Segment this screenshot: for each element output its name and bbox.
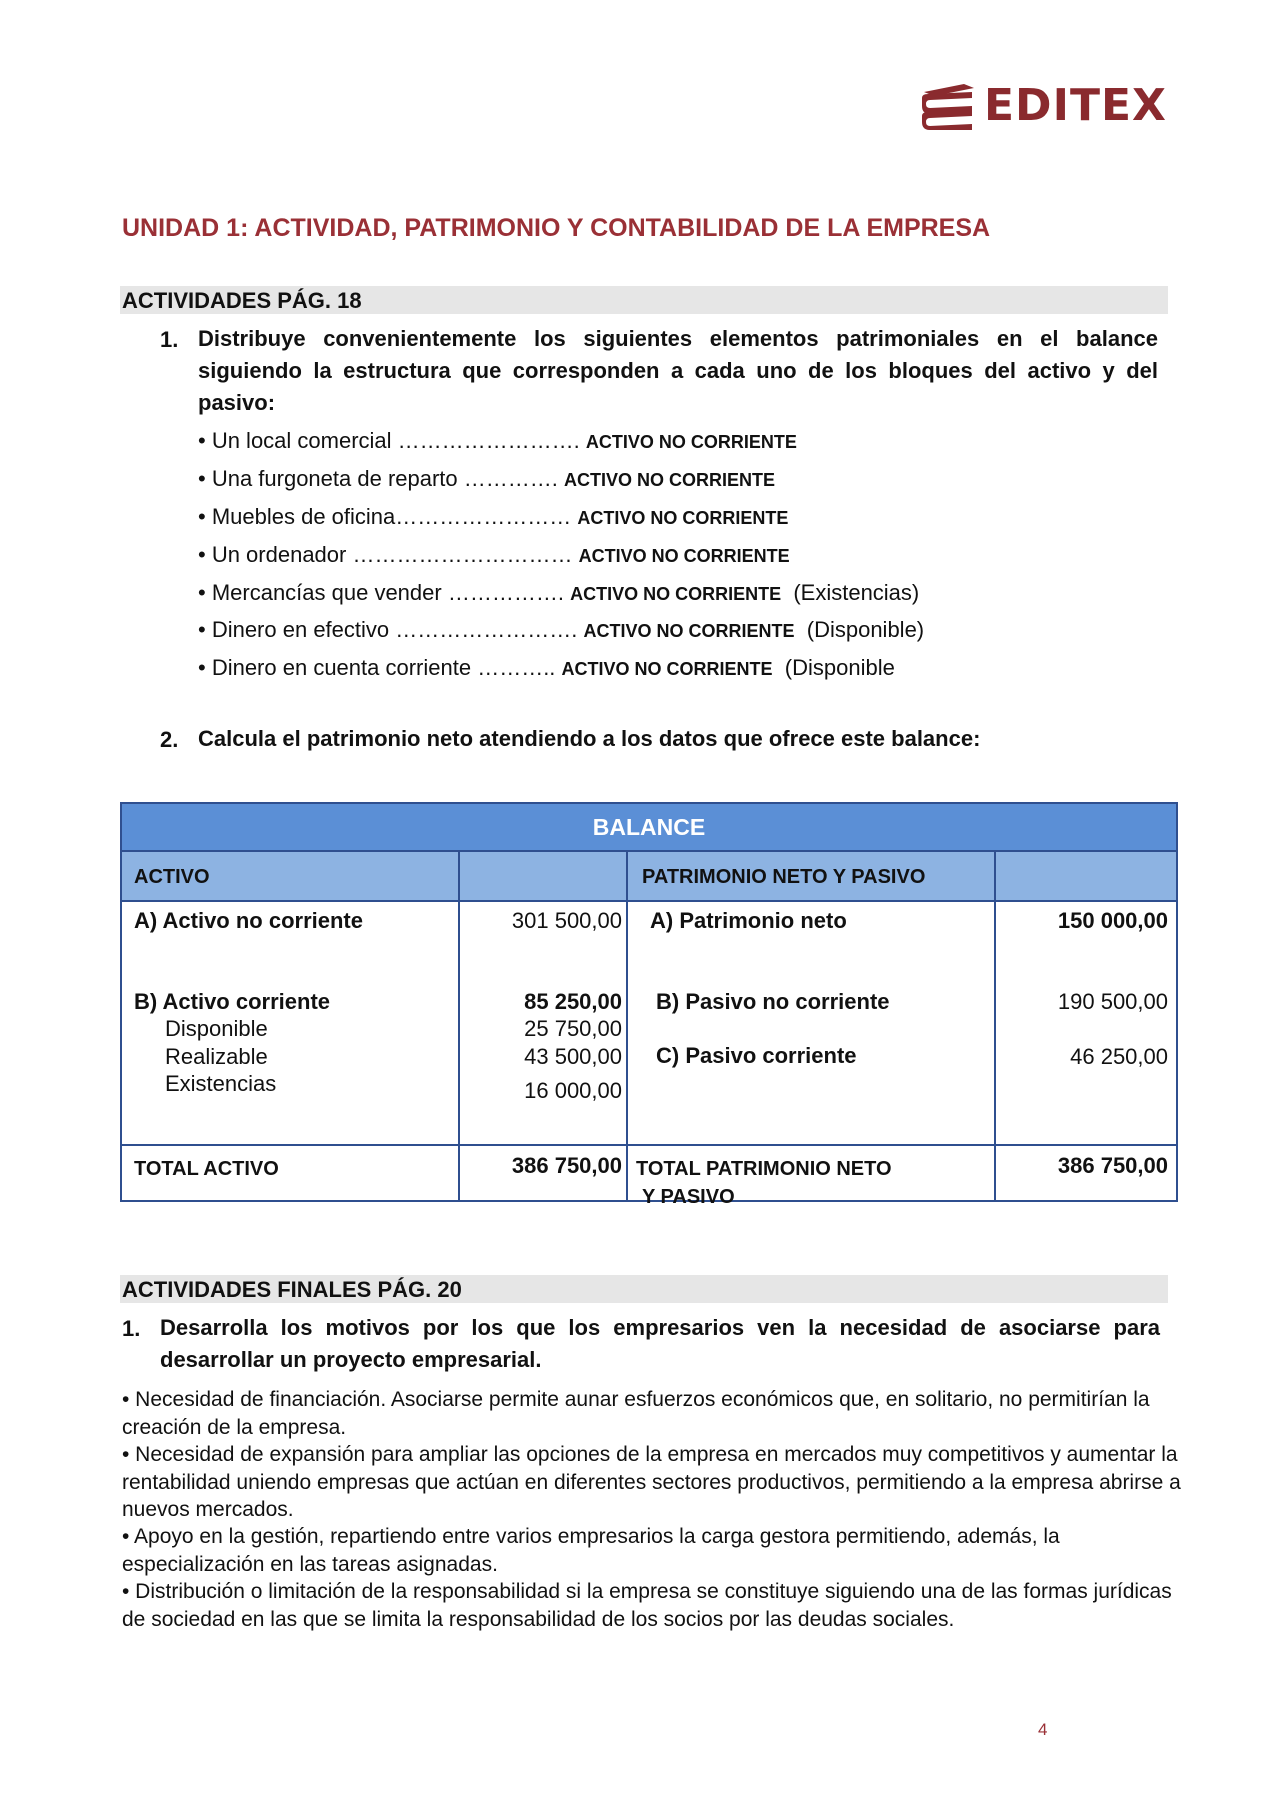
question-text: Distribuye convenientemente los siguientes elementos patrimoniales en el balance siguiendo la estructura que corresponden a cada uno de los bloques del activo y del pasivo: — [198, 326, 1158, 415]
activo-corriente-value: 85 250,00 — [524, 989, 622, 1014]
list-item: • Mercancías que vender ……………. ACTIVO NO CORRIENTE (Existencias) — [198, 580, 920, 605]
question-number: 2. — [160, 727, 179, 752]
disponible-label: Disponible — [165, 1016, 268, 1041]
total-activo-label: TOTAL ACTIVO — [134, 1158, 279, 1180]
list-item: • Una furgoneta de reparto …………. ACTIVO NO CORRIENTE — [198, 466, 776, 491]
balance-title: BALANCE — [592, 814, 706, 840]
logo-wordmark: EDITEX — [984, 80, 1167, 131]
page-number: 4 — [1038, 1720, 1048, 1739]
patrimonio-neto-label: A) Patrimonio neto — [650, 908, 847, 933]
section-heading: ACTIVIDADES PÁG. 18 — [122, 288, 362, 313]
list-item: • Un ordenador ………………………… ACTIVO NO CORRIENTE — [198, 542, 790, 567]
realizable-value: 43 500,00 — [524, 1044, 622, 1069]
total-pasivo-value: 386 750,00 — [1057, 1153, 1168, 1178]
pasivo-no-corriente-value: 190 500,00 — [1057, 989, 1168, 1014]
answer-paragraph: • Apoyo en la gestión, repartiendo entre varios empresarios la carga gestora permitiendo, además, la especialización en las tareas asignadas. — [122, 1525, 1060, 1576]
balance-table — [120, 802, 1178, 1208]
divider — [626, 850, 628, 1202]
list-item: • Un local comercial ……………………. ACTIVO NO CORRIENTE — [198, 428, 797, 453]
section-heading-band — [120, 286, 1168, 314]
divider — [458, 850, 460, 1202]
unit-title: UNIDAD 1: ACTIVIDAD, PATRIMONIO Y CONTABILIDAD DE LA EMPRESA — [122, 214, 991, 242]
existencias-label: Existencias — [165, 1071, 277, 1096]
col-header-activo: ACTIVO — [134, 866, 210, 888]
answer-paragraph: • Necesidad de financiación. Asociarse permite aunar esfuerzos económicos que, en solitario, no permitirían la creación de la empresa. — [122, 1388, 1150, 1439]
question-number: 1. — [122, 1316, 141, 1341]
book-stack-icon — [918, 78, 978, 130]
disponible-value: 25 750,00 — [524, 1016, 622, 1041]
divider — [120, 1144, 1178, 1146]
list-item: • Dinero en efectivo ……………………. ACTIVO NO CORRIENTE (Disponible) — [198, 617, 925, 642]
question-text: Desarrolla los motivos por los que los empresarios ven la necesidad de asociarse para desarrollar un proyecto empresarial. — [160, 1315, 1160, 1372]
total-pasivo-label: TOTAL PATRIMONIO NETO — [636, 1158, 892, 1180]
answer-paragraph: • Necesidad de expansión para ampliar las opciones de la empresa en mercados muy competitivos y aumentar la rentabilidad uniendo empresas que actúan en diferentes sectores productivos, permitiendo a la empresa abrirse a nuevos mercados. — [122, 1443, 1181, 1521]
divider — [994, 850, 996, 1202]
section-heading-band — [120, 1275, 1168, 1303]
total-pasivo-label-line2: Y PASIVO — [642, 1186, 735, 1208]
col-header-pasivo: PATRIMONIO NETO Y PASIVO — [642, 866, 926, 888]
balance-body — [120, 900, 1178, 1202]
pasivo-corriente-label: C) Pasivo corriente — [656, 1043, 857, 1068]
question-number: 1. — [160, 327, 179, 352]
question-text: Calcula el patrimonio neto atendiendo a los datos que ofrece este balance: — [198, 726, 981, 751]
total-activo-value: 386 750,00 — [511, 1153, 622, 1178]
pasivo-no-corriente-label: B) Pasivo no corriente — [656, 989, 890, 1014]
realizable-label: Realizable — [165, 1044, 268, 1069]
patrimonio-neto-value: 150 000,00 — [1057, 908, 1168, 933]
list-item: • Muebles de oficina…………………… ACTIVO NO CORRIENTE — [198, 504, 789, 529]
balance-title-row — [120, 802, 1178, 852]
activo-no-corriente-value: 301 500,00 — [511, 908, 622, 933]
pasivo-corriente-value: 46 250,00 — [1070, 1044, 1168, 1069]
editex-logo — [918, 74, 1167, 134]
section-heading: ACTIVIDADES FINALES PÁG. 20 — [122, 1277, 462, 1302]
existencias-value: 16 000,00 — [524, 1078, 622, 1103]
answer-paragraph: • Distribución o limitación de la responsabilidad si la empresa se constituye siguiendo una de las formas jurídicas de sociedad en las que se limita la responsabilidad de los socios por las deudas sociales. — [122, 1580, 1172, 1631]
list-item: • Dinero en cuenta corriente ……….. ACTIVO NO CORRIENTE (Disponible — [198, 655, 895, 680]
activo-corriente-label: B) Activo corriente — [134, 989, 331, 1014]
activo-no-corriente-label: A) Activo no corriente — [134, 908, 363, 933]
